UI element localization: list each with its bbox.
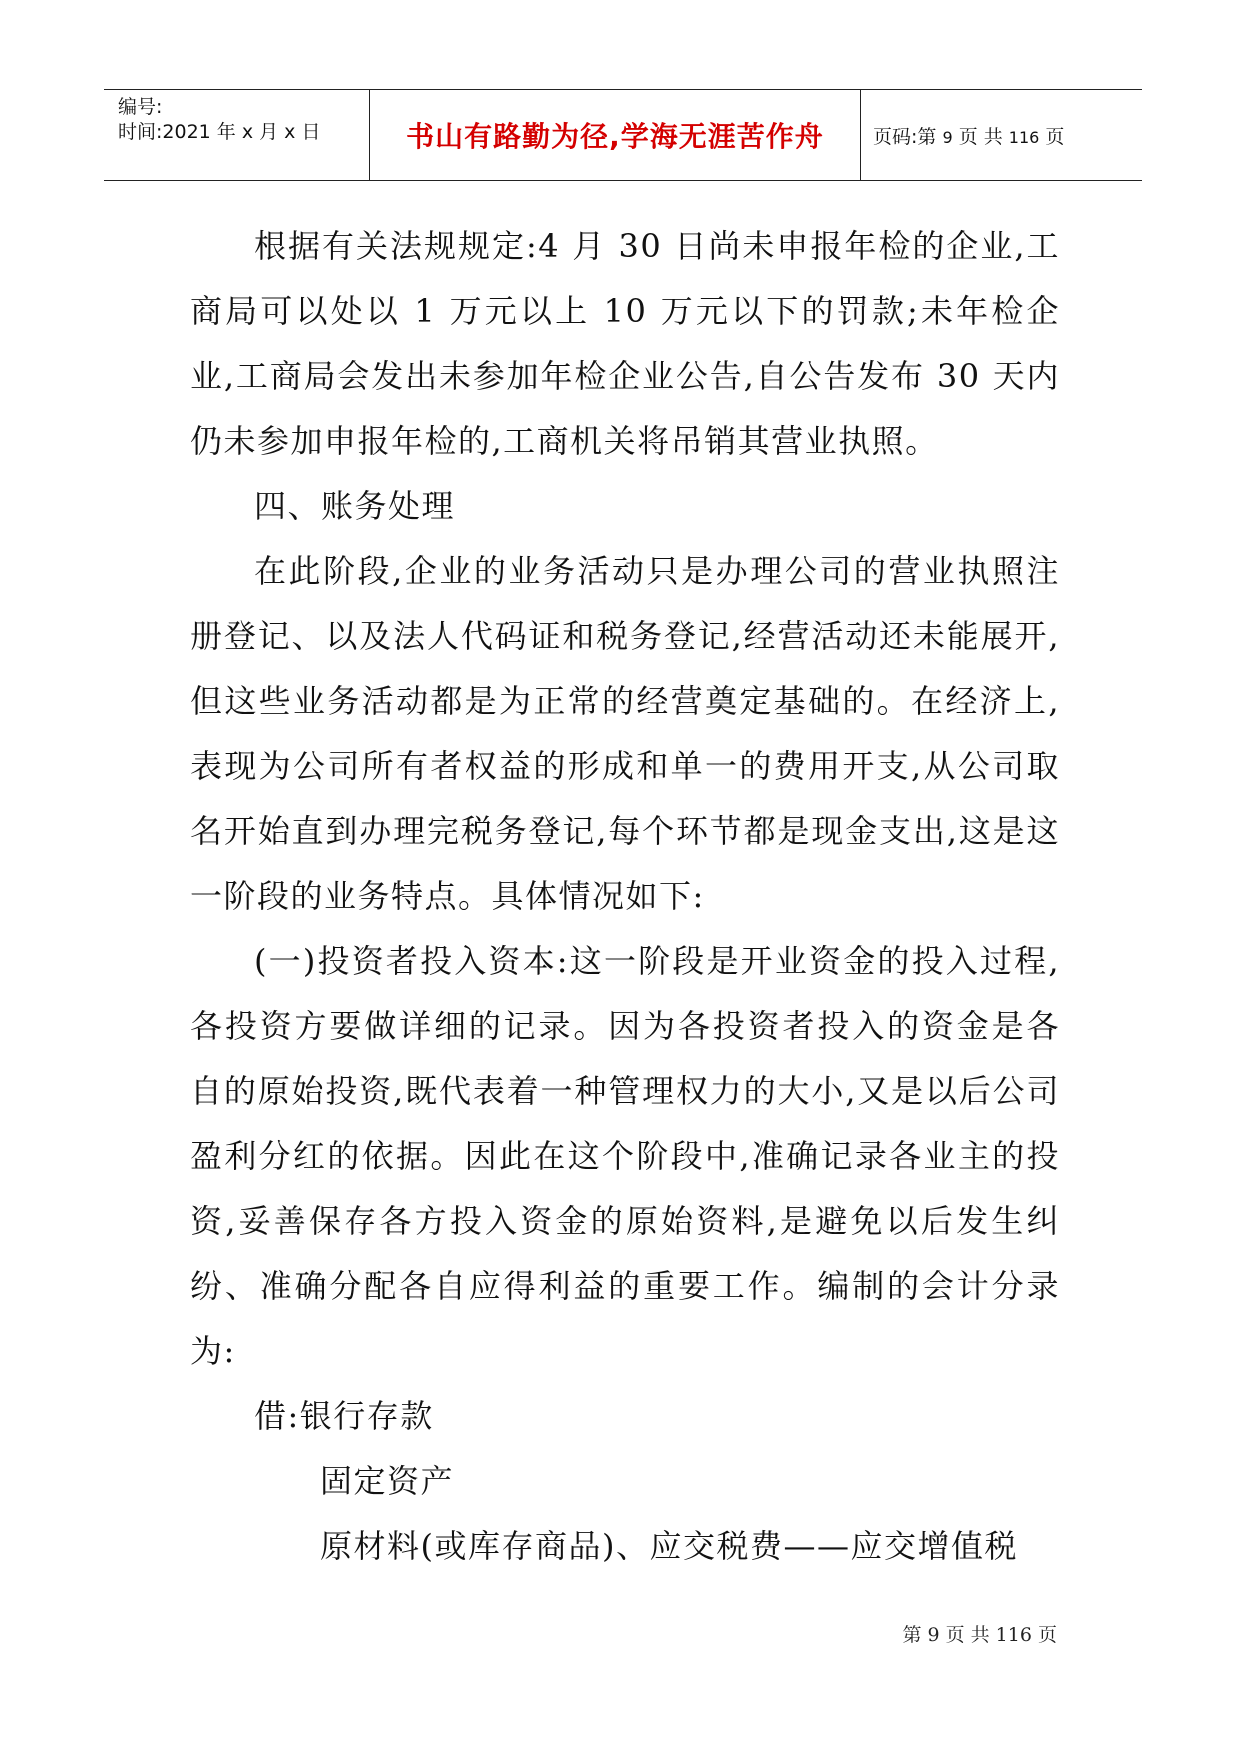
- document-number-label: 编号:: [118, 96, 163, 118]
- page-code-prefix: 页码:第: [873, 125, 937, 148]
- document-body: [190, 214, 1060, 1579]
- page-header: [104, 89, 1142, 181]
- paragraph-regulation: 根据有关法规规定:4 月 30 日尚未申报年检的企业,工商局可以处以 1 万元以上 10 万元以下的罚款;未年检企业,工商局会发出未参加年检企业公告,自公告发布 30 天内仍未参加申报年检的,工商机关将吊销其营业执照。: [190, 227, 1060, 460]
- journal-entry-fixed-assets: 固定资产: [320, 1462, 455, 1500]
- document-time-label: 时间:2021 年 x 月 x 日: [118, 121, 321, 143]
- header-motto-cell: [370, 90, 861, 180]
- journal-entry-materials: 原材料(或库存商品)、应交税费——应交增值税: [320, 1527, 1018, 1565]
- page-code-suffix: 页: [1045, 125, 1065, 148]
- header-page-code-cell: [861, 90, 1142, 180]
- header-page-code: [873, 122, 1064, 149]
- header-motto: 书山有路勤为径,学海无涯苦作舟: [406, 120, 824, 153]
- page-code-mid: 页 共: [958, 125, 1003, 148]
- header-info-cell: [104, 90, 370, 180]
- page-code-current: 9: [942, 127, 953, 147]
- paragraph-stage-description: 在此阶段,企业的业务活动只是办理公司的营业执照注册登记、以及法人代码证和税务登记,经营活动还未能展开,但这些业务活动都是为正常的经营奠定基础的。在经济上,表现为公司所有者权益的形成和单一的费用开支,从公司取名开始直到办理完税务登记,每个环节都是现金支出,这是这一阶段的业务特点。具体情况如下:: [190, 552, 1060, 915]
- section-heading-accounting: 四、账务处理: [254, 487, 456, 525]
- page-code-total: 116: [1008, 127, 1040, 147]
- journal-entry-debit: 借:银行存款: [254, 1397, 434, 1435]
- paragraph-investor-capital: (一)投资者投入资本:这一阶段是开业资金的投入过程,各投资方要做详细的记录。因为各投资者投入的资金是各自的原始投资,既代表着一种管理权力的大小,又是以后公司盈利分红的依据。因此在这个阶段中,准确记录各业主的投资,妥善保存各方投入资金的原始资料,是避免以后发生纠纷、准确分配各自应得利益的重要工作。编制的会计分录为:: [190, 942, 1060, 1370]
- page-footer: 第 9 页 共 116 页: [902, 1624, 1057, 1646]
